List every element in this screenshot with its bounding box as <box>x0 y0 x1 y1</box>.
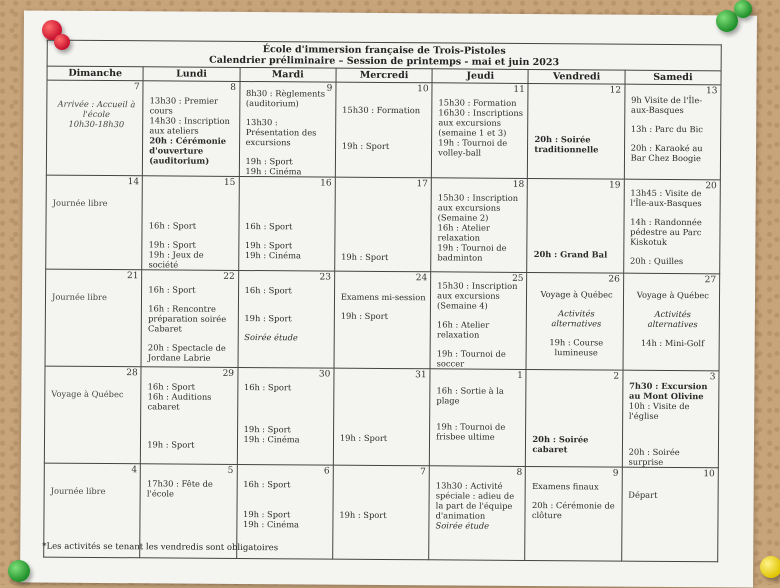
event-line: 20h : Spectacle de Jordane Labrie <box>147 342 226 363</box>
event-line: 19h : Course lumineuse <box>549 337 604 358</box>
day-cell <box>238 176 335 271</box>
day-cell <box>238 270 335 368</box>
day-number: 1 <box>517 370 523 381</box>
event-line: Voyage à Québec <box>51 388 124 400</box>
event-line: 13h : Parc du Bic <box>630 123 703 135</box>
day-number: 9 <box>612 468 619 479</box>
event-line: 20h : Soirée surprise <box>628 446 680 467</box>
day-number: 15 <box>223 177 236 188</box>
day-number: 19 <box>608 180 621 191</box>
event-line: 9h Visite de l'Île-aux-Basques <box>630 94 703 116</box>
event-line: 19h : Tournoi de badminton <box>437 242 507 263</box>
day-number: 25 <box>512 273 524 284</box>
event-line: 10h30-18h30 <box>68 118 125 130</box>
yellow-pushpin-icon <box>760 556 780 578</box>
day-number: 11 <box>513 84 525 95</box>
event-line: 19h : Sport <box>245 155 293 167</box>
week-row <box>46 80 721 180</box>
event-line: 20h : Soirée cabaret <box>532 434 589 455</box>
day-cell <box>430 272 527 370</box>
event-line: 20h : Cérémonie de clôture <box>531 500 615 521</box>
event-line: 7h30 : Excursion au Mont Olivine <box>628 380 708 402</box>
event-line: 15h30 : Inscription aux excursions (Semaine 4) <box>437 280 518 311</box>
day-cell <box>429 369 526 467</box>
day-number: 30 <box>318 369 331 380</box>
day-cell <box>141 270 238 368</box>
day-cell <box>623 273 720 371</box>
day-number: 10 <box>417 84 429 95</box>
day-cell <box>622 370 719 468</box>
day-cell <box>143 81 240 177</box>
day-number: 5 <box>227 465 234 476</box>
event-line: 19h : Cinéma <box>244 249 301 261</box>
week-row <box>45 269 720 371</box>
day-cell <box>431 178 528 273</box>
event-line: 16h : Atelier relaxation <box>436 319 490 340</box>
event-line: 19h : Sport <box>244 239 293 251</box>
day-cell <box>526 369 623 467</box>
event-line: 16h : Sortie à la plage <box>436 385 504 406</box>
day-number: 28 <box>126 368 138 379</box>
event-line: 19h : Sport <box>244 312 292 324</box>
day-cell <box>334 271 431 369</box>
event-line: 19h : Tournoi de soccer <box>436 348 506 369</box>
event-line: 15h30 : Formation <box>438 97 517 108</box>
event-line: Examens mi-session <box>340 291 426 303</box>
school-name: École d'immersion française de Trois-Pistoles <box>262 44 506 57</box>
event-line: 16h : Sport <box>243 478 291 490</box>
day-number: 16 <box>320 178 332 189</box>
event-line: 19h : Sport <box>340 310 389 321</box>
red-pushpin-icon <box>54 34 70 50</box>
day-number: 27 <box>704 275 717 286</box>
event-line: 13h45 : Visite de l'Île-aux-Basques <box>630 187 702 209</box>
event-line: 10h : Visite de l'église <box>628 400 690 421</box>
day-number: 17 <box>416 179 428 190</box>
calendar-sheet <box>20 10 757 587</box>
event-line: 13h30 : Premier cours <box>149 95 219 116</box>
week-row <box>44 366 719 468</box>
day-cell <box>45 269 142 367</box>
event-line: Soirée étude <box>435 520 490 531</box>
event-line: Soirée étude <box>244 331 298 343</box>
day-cell <box>237 367 334 465</box>
day-number: 8 <box>230 82 237 93</box>
day-cell <box>431 83 528 179</box>
day-number: 13 <box>705 86 718 97</box>
day-number: 7 <box>420 467 426 478</box>
green-pushpin-icon <box>8 560 30 582</box>
day-cell <box>44 366 141 464</box>
event-line: Voyage à Québec <box>636 289 710 301</box>
event-line: Activités alternatives <box>647 308 698 330</box>
event-line: 19h : Jeux de société <box>148 249 204 270</box>
event-line: 19h : Sport <box>147 439 195 450</box>
event-line: 19h : Cinéma <box>245 165 302 177</box>
day-cell <box>142 176 239 271</box>
event-line: 19h : Sport <box>339 509 387 520</box>
day-cell <box>335 82 432 178</box>
calendar-grid <box>43 66 721 563</box>
day-number: 29 <box>222 368 235 379</box>
event-line: 16h : Sport <box>148 220 197 231</box>
day-cell <box>621 467 718 562</box>
event-line: 15h30 : Inscription aux excursions (Semaine 2) <box>437 192 519 223</box>
event-line: 16h : Sport <box>245 220 293 232</box>
day-number: 9 <box>326 83 333 94</box>
event-line: Journée libre <box>51 291 107 303</box>
day-cell <box>429 466 526 561</box>
day-cell <box>239 81 336 177</box>
day-cell <box>46 80 143 176</box>
week-row <box>46 175 721 274</box>
day-number: 20 <box>705 181 717 192</box>
day-number: 22 <box>223 271 235 282</box>
day-number: 23 <box>319 272 332 283</box>
event-line: 20h : Soirée traditionnelle <box>534 134 599 155</box>
event-line: 16h : Atelier relaxation <box>437 222 490 243</box>
weekday-header: Samedi <box>625 70 721 85</box>
day-number: 21 <box>126 271 139 282</box>
event-line: Voyage à Québec <box>540 289 613 300</box>
event-line: 16h : Sport <box>148 284 196 295</box>
day-cell <box>333 465 430 560</box>
day-number: 18 <box>512 179 525 190</box>
event-line: 13h30 : Présentation des excursions <box>245 116 317 148</box>
day-number: 31 <box>415 370 427 381</box>
event-line: 19h : Sport <box>243 508 291 520</box>
day-cell <box>623 179 720 274</box>
day-cell <box>526 272 623 370</box>
day-number: 10 <box>703 469 715 480</box>
day-number: 2 <box>613 371 620 382</box>
event-line: 19h : Sport <box>341 251 389 262</box>
event-line: 19h : Cinéma <box>242 518 300 530</box>
event-line: 16h : Sport <box>243 381 292 393</box>
day-number: 26 <box>608 274 620 285</box>
event-line: 17h30 : Fête de l'école <box>146 478 213 499</box>
event-line: 19h : Sport <box>341 140 390 152</box>
event-line: 8h30 : Règlements (auditorium) <box>245 88 326 109</box>
event-line: Départ <box>628 489 658 500</box>
event-line: 16h : Auditions cabaret <box>147 391 212 412</box>
day-number: 12 <box>609 85 622 96</box>
event-line: 16h30 : Inscriptions aux excursions (semaine 1 et 3) <box>438 107 524 138</box>
event-line: 19h : Sport <box>243 423 291 435</box>
event-line: Activités alternatives <box>551 308 602 329</box>
event-line: 16h : Sport <box>147 381 195 392</box>
event-line: Arrivée : Accueil à l'école <box>57 98 136 120</box>
event-line: 20h : Karaoké au Bar Chez Boogie <box>630 142 703 164</box>
day-cell <box>141 367 238 465</box>
weekday-header: Mercredi <box>336 68 432 83</box>
event-line: 15h30 : Formation <box>342 104 421 116</box>
day-number: 14 <box>127 177 140 188</box>
weekday-header: Jeudi <box>432 69 528 84</box>
weekday-header: Dimanche <box>47 66 143 81</box>
calendar-subtitle: Calendrier préliminaire – Session de printemps - mai et juin 2023 <box>209 54 560 69</box>
event-line: 20h : Cérémonie d'ouverture (auditorium) <box>149 135 227 166</box>
day-cell <box>333 368 430 466</box>
day-cell <box>46 175 143 270</box>
day-number: 24 <box>415 273 428 284</box>
calendar-frame <box>43 40 722 563</box>
weekday-header: Mardi <box>240 67 336 82</box>
day-cell <box>624 84 721 180</box>
event-line: 19h : Sport <box>339 432 388 443</box>
day-number: 3 <box>709 372 716 383</box>
event-line: 14h : Mini-Golf <box>640 337 705 349</box>
event-line: 19h : Cinéma <box>243 433 300 445</box>
day-cell <box>335 177 432 272</box>
event-line: 16h : Sport <box>244 284 292 296</box>
event-line: 19h : Sport <box>148 239 196 250</box>
day-cell <box>527 178 624 273</box>
day-cell <box>528 83 625 179</box>
day-number: 7 <box>133 82 140 93</box>
event-line: 14h30 : Inscription aux ateliers <box>149 115 230 136</box>
event-line: 20h : Quilles <box>629 255 684 267</box>
event-line: 16h : Rencontre préparation soirée Cabaret <box>148 303 227 334</box>
day-number: 8 <box>516 467 523 478</box>
event-line: 20h : Grand Bal <box>533 249 608 260</box>
footnote: *Les activités se tenant les vendredis sont obligatoires <box>42 541 279 554</box>
event-line: Journée libre <box>50 485 106 497</box>
event-line: 19h : Tournoi de frisbee ultime <box>436 421 506 442</box>
day-number: 4 <box>131 465 138 476</box>
green-pushpin-icon <box>734 0 752 18</box>
day-cell <box>525 466 622 561</box>
weekday-header: Lundi <box>143 67 239 82</box>
event-line: 14h : Randonnée pédestre au Parc Kiskotuk <box>630 216 702 247</box>
event-line: 19h : Tournoi de volley-ball <box>438 137 508 158</box>
event-line: Journée libre <box>52 197 108 209</box>
day-number: 6 <box>323 466 330 477</box>
event-line: 13h30 : Activité spéciale : adieu de la part de l'équipe d'animation <box>435 480 515 521</box>
weekday-header: Vendredi <box>528 69 624 84</box>
event-line: Examens finaux <box>532 481 599 492</box>
